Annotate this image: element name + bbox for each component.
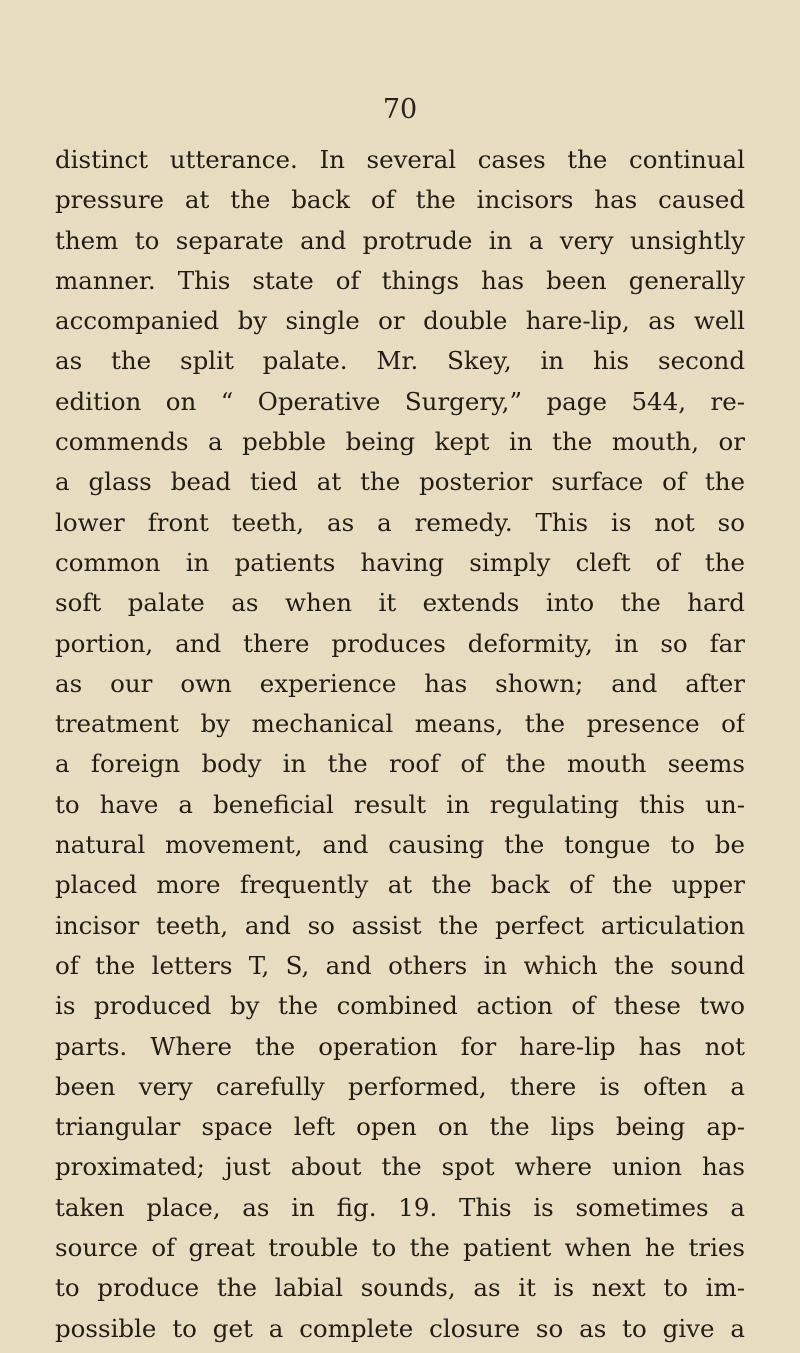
text-line: soft palate as when it extends into the hard <box>55 588 745 618</box>
text-line: of the letters T, S, and others in which the sound <box>55 950 745 980</box>
text-line: a foreign body in the roof of the mouth seems <box>55 749 745 779</box>
text-line: portion, and there produces deformity, in so far <box>55 628 745 658</box>
text-line: taken place, as in fig. 19. This is sometimes a <box>55 1192 745 1222</box>
text-line: commends a pebble being kept in the mouth, or <box>55 427 745 457</box>
page-number: 70 <box>382 94 418 125</box>
text-line: them to separate and protrude in a very unsightly <box>55 225 745 255</box>
text-line: lower front teeth, as a remedy. This is not so <box>55 507 745 537</box>
text-line: as the split palate. Mr. Skey, in his second <box>55 346 745 376</box>
text-line: parts. Where the operation for hare-lip has not <box>55 1031 745 1061</box>
text-line: proximated; just about the spot where union has <box>55 1152 745 1182</box>
text-line: possible to get a complete closure so as to give a <box>55 1313 745 1343</box>
text-line: is produced by the combined action of these two <box>55 991 745 1021</box>
text-line: manner. This state of things has been generally <box>55 265 745 295</box>
text-line: source of great trouble to the patient when he tries <box>55 1233 745 1263</box>
text-line: accompanied by single or double hare-lip, as well <box>55 306 745 336</box>
text-line: to produce the labial sounds, as it is next to im- <box>55 1273 745 1303</box>
text-line: incisor teeth, and so assist the perfect articulation <box>55 910 745 940</box>
text-line: placed more frequently at the back of the upper <box>55 870 745 900</box>
text-line: as our own experience has shown; and after <box>55 668 745 698</box>
body-text <box>55 140 745 1349</box>
text-line: pressure at the back of the incisors has caused <box>55 185 745 215</box>
text-line: edition on “ Operative Surgery,” page 544, re- <box>55 386 745 416</box>
text-line: common in patients having simply cleft of the <box>55 547 745 577</box>
text-line: a glass bead tied at the posterior surface of the <box>55 467 745 497</box>
text-line: distinct utterance. In several cases the continual <box>55 145 745 174</box>
text-line: treatment by mechanical means, the presence of <box>55 709 745 739</box>
text-line: been very carefully performed, there is often a <box>55 1071 745 1101</box>
text-line: to have a beneficial result in regulating this un- <box>55 789 745 819</box>
text-line: natural movement, and causing the tongue to be <box>55 830 745 860</box>
text-line: triangular space left open on the lips being ap- <box>55 1112 745 1142</box>
